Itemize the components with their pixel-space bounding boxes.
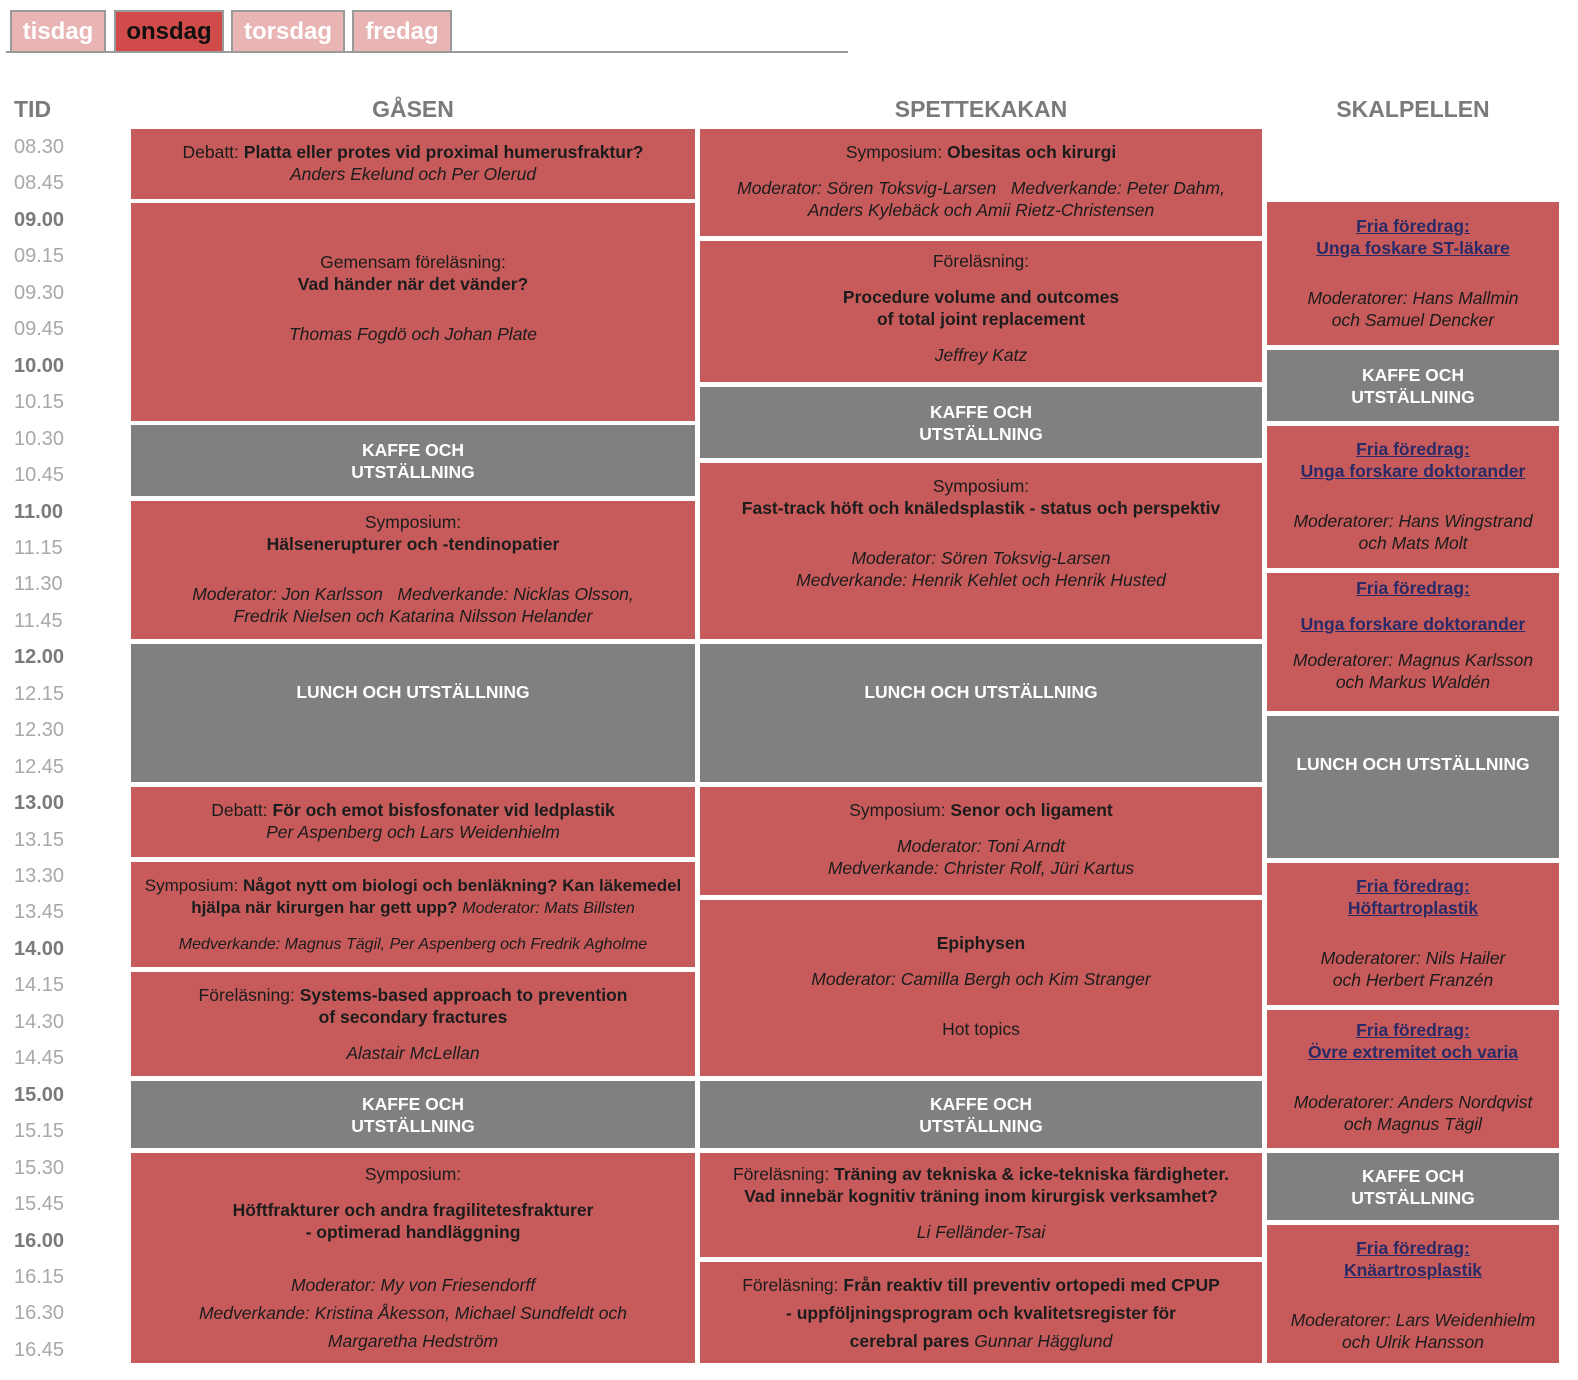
- tab-tisdag[interactable]: tisdag: [10, 10, 106, 52]
- break-gasen-lunch: LUNCH OCH UTSTÄLLNING: [131, 644, 695, 782]
- session-gasen-bisfosfonater[interactable]: Debatt: För och emot bisfosfonater vid ledplastik Per Aspenberg och Lars Weidenhielm: [131, 787, 695, 857]
- link-knaartrosplastik[interactable]: Knäartrosplastik: [1343, 1260, 1483, 1280]
- time-slot: 16.45: [14, 1339, 65, 1361]
- session-gasen-debatt-humerus[interactable]: Debatt: Platta eller protes vid proximal humerusfraktur? Anders Ekelund och Per Olerud: [131, 129, 695, 199]
- time-slot: 12.15: [14, 683, 65, 705]
- time-slot: 14.45: [14, 1047, 65, 1069]
- time-slot: 15.30: [14, 1157, 65, 1179]
- break-spett-kaffe-2: KAFFE OCH UTSTÄLLNING: [700, 1081, 1262, 1148]
- session-spett-obesitas[interactable]: Symposium: Obesitas och kirurgi Moderator: Sören Toksvig-Larsen Medverkande: Peter Dahm, Anders Kylebäck och Amii Rietz-Christensen: [700, 129, 1262, 236]
- tab-fredag[interactable]: fredag: [352, 10, 452, 52]
- time-slot: 11.30: [14, 573, 63, 595]
- session-spett-senor[interactable]: Symposium: Senor och ligament Moderator: Toni Arndt Medverkande: Christer Rolf, Jüri Kartus: [700, 787, 1262, 895]
- link-hoftartroplastik[interactable]: Höftartroplastik: [1347, 898, 1479, 918]
- time-slot: 13.45: [14, 901, 65, 923]
- header-spettekakan: SPETTEKAKAN: [894, 96, 1068, 122]
- time-slot: 14.30: [14, 1011, 65, 1033]
- time-slot: 13.30: [14, 865, 65, 887]
- link-unga-foskare-st[interactable]: Unga foskare ST-läkare: [1316, 238, 1510, 258]
- time-slot: 15.00: [14, 1084, 65, 1106]
- tab-onsdag[interactable]: onsdag: [114, 10, 224, 52]
- time-slot: 09.45: [14, 318, 65, 340]
- time-slot: 11.45: [14, 610, 63, 632]
- time-slot: 13.00: [14, 792, 65, 814]
- break-skalp-kaffe-2: KAFFE OCH UTSTÄLLNING: [1267, 1153, 1559, 1220]
- session-gasen-gemensam[interactable]: Gemensam föreläsning: Vad händer när det vänder? Thomas Fogdö och Johan Plate: [131, 203, 695, 421]
- time-slot: 09.00: [14, 209, 65, 231]
- session-gasen-biologi[interactable]: Symposium: Något nytt om biologi och benläkning? Kan läkemedel hjälpa när kirurgen har gett upp? Moderator: Mats Billsten Medverkande: Magnus Tägil, Per Aspenberg och Fredrik Agholme: [131, 862, 695, 967]
- session-skalp-st-lakare[interactable]: Fria föredrag: Unga foskare ST-läkare Moderatorer: Hans Mallmin och Samuel Dencker: [1267, 202, 1559, 345]
- session-gasen-hoftfrakturer[interactable]: Symposium: Höftfrakturer och andra fragilitetesfrakturer - optimerad handläggning Moderator: My von Friesendorff Medverkande: Kristina Åkesson, Michael Sundfeldt och Margaretha Hedström: [131, 1153, 695, 1363]
- link-ovre-extremitet[interactable]: Övre extremitet och varia: [1307, 1042, 1519, 1062]
- session-skalp-doktorander-1[interactable]: Fria föredrag: Unga forskare doktorander Moderatorer: Hans Wingstrand och Mats Molt: [1267, 426, 1559, 568]
- link-fria-foredrag-5[interactable]: Fria föredrag:: [1356, 1020, 1470, 1040]
- time-slot: 09.30: [14, 282, 65, 304]
- time-slot: 15.45: [14, 1193, 65, 1215]
- tab-divider: [6, 51, 848, 53]
- break-skalp-kaffe-1: KAFFE OCH UTSTÄLLNING: [1267, 350, 1559, 421]
- session-spett-fasttrack[interactable]: Symposium: Fast-track höft och knäledsplastik - status och perspektiv Moderator: Sören Toksvig-Larsen Medverkande: Henrik Kehlet och Henrik Husted: [700, 463, 1262, 639]
- break-gasen-kaffe-2: KAFFE OCH UTSTÄLLNING: [131, 1081, 695, 1148]
- session-spett-traning[interactable]: Föreläsning: Träning av tekniska & icke-tekniska färdigheter. Vad innebär kognitiv träning inom kirurgisk verksamhet? Li Felländer-Tsai: [700, 1153, 1262, 1257]
- link-unga-forskare-doktorander-1[interactable]: Unga forskare doktorander: [1300, 461, 1526, 481]
- break-spett-lunch: LUNCH OCH UTSTÄLLNING: [700, 644, 1262, 782]
- time-slot: 14.15: [14, 974, 65, 996]
- header-tid: TID: [14, 96, 52, 122]
- time-slot: 14.00: [14, 938, 65, 960]
- session-skalp-doktorander-2[interactable]: Fria föredrag: Unga forskare doktorander Moderatorer: Magnus Karlsson och Markus Waldén: [1267, 573, 1559, 711]
- session-skalp-knaartrosplastik[interactable]: Fria föredrag: Knäartrosplastik Moderatorer: Lars Weidenhielm och Ulrik Hansson: [1267, 1225, 1559, 1363]
- session-gasen-systems[interactable]: Föreläsning: Systems-based approach to prevention of secondary fractures Alastair McLellan: [131, 972, 695, 1076]
- session-skalp-ovre-extremitet[interactable]: Fria föredrag: Övre extremitet och varia Moderatorer: Anders Nordqvist och Magnus Tägil: [1267, 1010, 1559, 1148]
- link-fria-foredrag-1[interactable]: Fria föredrag:: [1356, 216, 1470, 236]
- session-gasen-halsene[interactable]: Symposium: Hälsenerupturer och -tendinopatier Moderator: Jon Karlsson Medverkande: Nicklas Olsson, Fredrik Nielsen och Katarina Nilsson Helander: [131, 501, 695, 639]
- time-slot: 16.15: [14, 1266, 65, 1288]
- time-slot: 08.45: [14, 172, 65, 194]
- break-spett-kaffe-1: KAFFE OCH UTSTÄLLNING: [700, 387, 1262, 458]
- time-slot: 13.15: [14, 829, 65, 851]
- time-slot: 16.30: [14, 1302, 65, 1324]
- session-spett-epiphysen[interactable]: Epiphysen Moderator: Camilla Bergh och Kim Stranger Hot topics: [700, 900, 1262, 1076]
- link-fria-foredrag-3[interactable]: Fria föredrag:: [1356, 578, 1470, 598]
- time-slot: 11.00: [14, 501, 63, 523]
- time-slot: 10.15: [14, 391, 65, 413]
- time-slot: 10.30: [14, 428, 65, 450]
- link-fria-foredrag-4[interactable]: Fria föredrag:: [1356, 876, 1470, 896]
- tab-torsdag[interactable]: torsdag: [231, 10, 345, 52]
- time-slot: 16.00: [14, 1230, 65, 1252]
- time-slot: 08.30: [14, 136, 65, 158]
- header-skalpellen: SKALPELLEN: [1336, 96, 1490, 122]
- break-skalp-lunch: LUNCH OCH UTSTÄLLNING: [1267, 716, 1559, 858]
- link-unga-forskare-doktorander-2[interactable]: Unga forskare doktorander: [1300, 614, 1526, 634]
- session-spett-cpup[interactable]: Föreläsning: Från reaktiv till preventiv ortopedi med CPUP - uppföljningsprogram och kvalitetsregister för cerebral pares Gunnar Hägglund: [700, 1262, 1262, 1363]
- header-gasen: GÅSEN: [372, 96, 454, 122]
- time-slot: 12.00: [14, 646, 65, 668]
- break-gasen-kaffe-1: KAFFE OCH UTSTÄLLNING: [131, 425, 695, 496]
- time-slot: 10.00: [14, 355, 65, 377]
- time-slot: 12.45: [14, 756, 65, 778]
- time-slot: 10.45: [14, 464, 65, 486]
- time-slot: 11.15: [14, 537, 63, 559]
- time-slot: 09.15: [14, 245, 65, 267]
- link-fria-foredrag-2[interactable]: Fria föredrag:: [1356, 439, 1470, 459]
- time-slot: 15.15: [14, 1120, 65, 1142]
- time-slot: 12.30: [14, 719, 65, 741]
- session-skalp-hoftartroplastik[interactable]: Fria föredrag: Höftartroplastik Moderatorer: Nils Hailer och Herbert Franzén: [1267, 863, 1559, 1005]
- link-fria-foredrag-6[interactable]: Fria föredrag:: [1356, 1238, 1470, 1258]
- session-spett-procedure[interactable]: Föreläsning: Procedure volume and outcomes of total joint replacement Jeffrey Katz: [700, 241, 1262, 382]
